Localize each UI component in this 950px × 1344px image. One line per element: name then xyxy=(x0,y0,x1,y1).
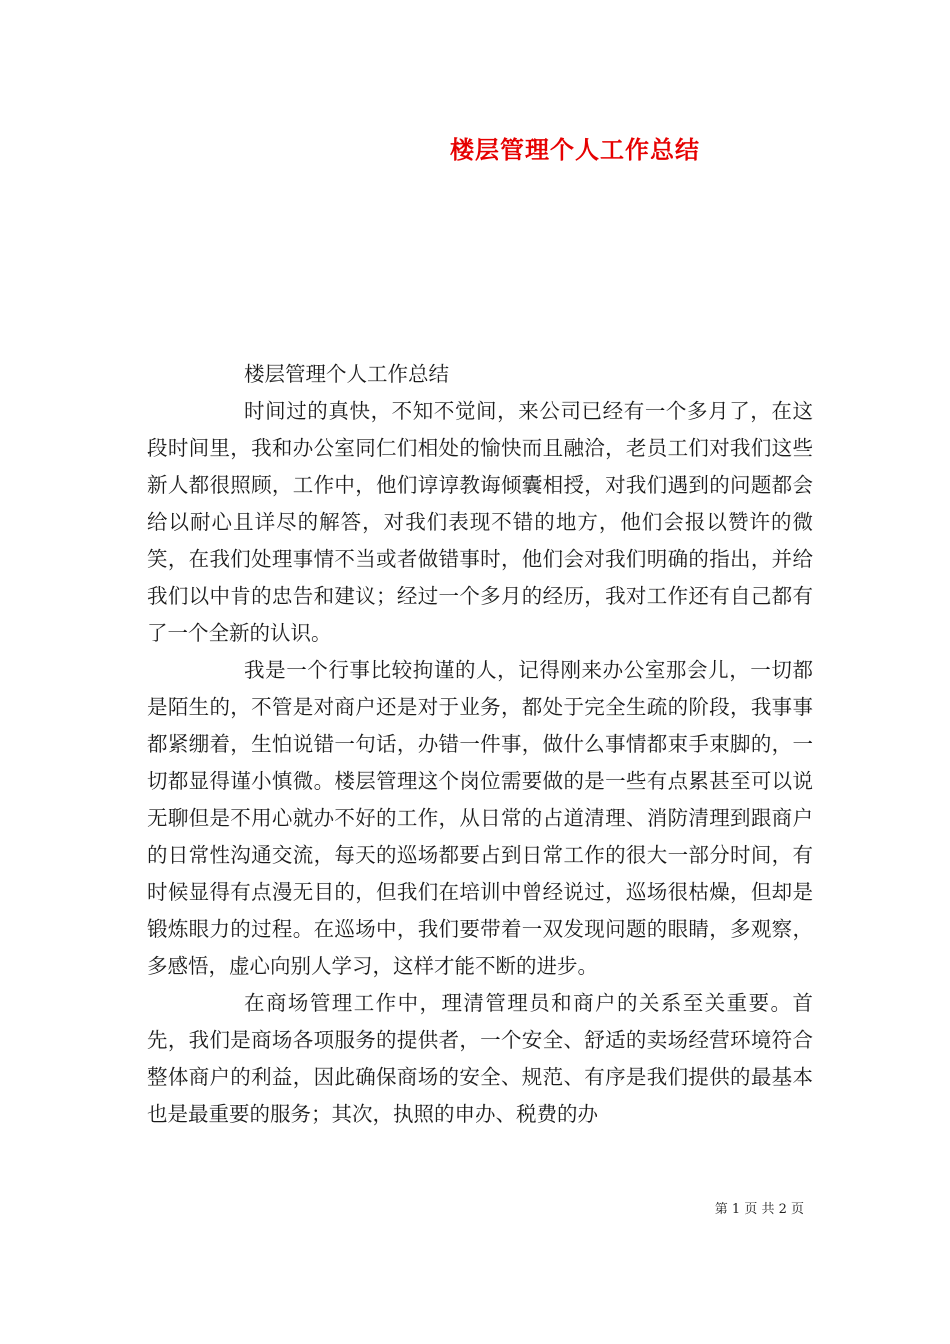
paragraph-2: 我是一个行事比较拘谨的人，记得刚来办公室那会儿，一切都是陌生的，不管是对商户还是对于业务，都处于完全生疏的阶段，我事事都紧绷着，生怕说错一句话，办错一件事，做什么事情都束手束脚的，一切都显得谨小慎微。楼层管理这个岗位需要做的是一些有点累甚至可以说无聊但是不用心就办不好的工作，从日常的占道清理、消防清理到跟商户的日常性沟通交流，每天的巡场都要占到日常工作的很大一部分时间，有时候显得有点漫无目的，但我们在培训中曾经说过，巡场很枯燥，但却是锻炼眼力的过程。在巡场中，我们要带着一双发现问题的眼睛，多观察，多感悟，虚心向别人学习，这样才能不断的进步。 xyxy=(147,658,813,978)
document-subtitle: 楼层管理个人工作总结 xyxy=(244,362,449,386)
document-body xyxy=(147,356,813,1133)
paragraph-1: 时间过的真快，不知不觉间，来公司已经有一个多月了，在这段时间里，我和办公室同仁们相处的愉快而且融洽，老员工们对我们这些新人都很照顾，工作中，他们谆谆教诲倾囊相授，对我们遇到的问题都会给以耐心且详尽的解答，对我们表现不错的地方，他们会报以赞许的微笑，在我们处理事情不当或者做错事时，他们会对我们明确的指出，并给我们以中肯的忠告和建议；经过一个多月的经历，我对工作还有自己都有了一个全新的认识。 xyxy=(147,399,813,645)
paragraph-3: 在商场管理工作中，理清管理员和商户的关系至关重要。首先，我们是商场各项服务的提供者，一个安全、舒适的卖场经营环境符合整体商户的利益，因此确保商场的安全、规范、有序是我们提供的最基本也是最重要的服务；其次，执照的申办、税费的办 xyxy=(147,991,813,1126)
page-number-footer: 第 1 页 共 2 页 xyxy=(714,1202,804,1217)
page-title: 楼层管理个人工作总结 xyxy=(450,135,700,164)
